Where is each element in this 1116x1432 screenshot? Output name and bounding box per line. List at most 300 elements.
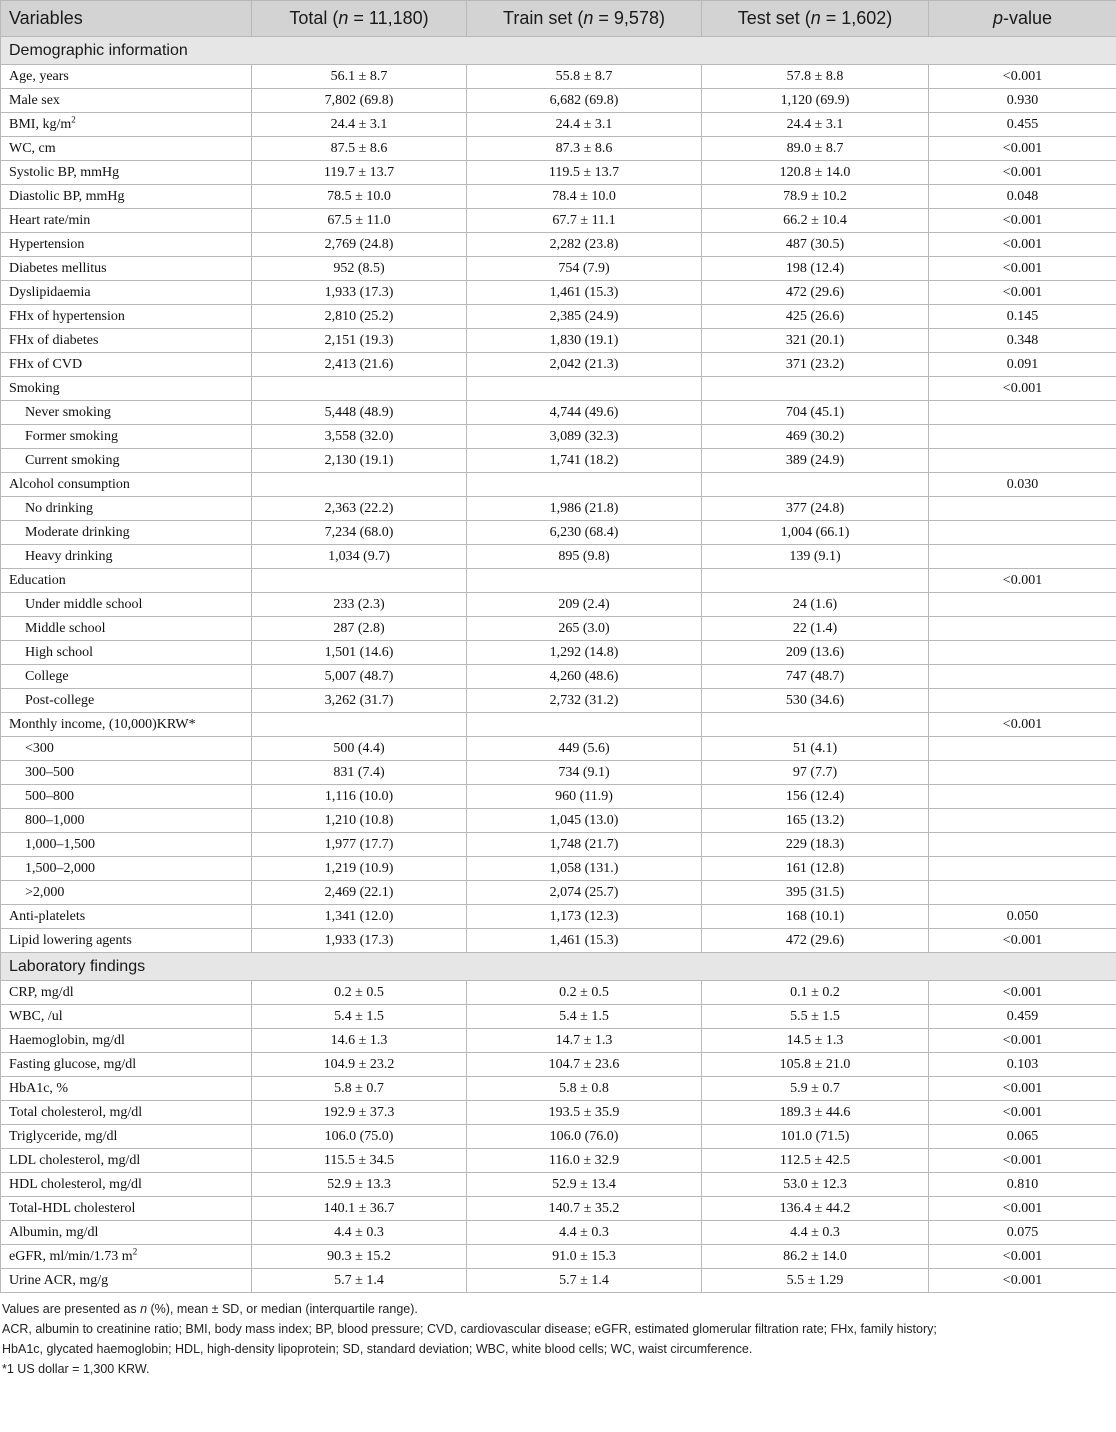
cell-test-set: 165 (13.2) (702, 809, 929, 833)
cell-total: 5.7 ± 1.4 (252, 1269, 467, 1293)
cell-p-value: <0.001 (929, 377, 1116, 401)
row-label (1, 785, 252, 809)
cell-p-value: <0.001 (929, 1245, 1116, 1269)
section-row-demographic-information (1, 37, 1116, 65)
row-label-text: 500–800 (25, 789, 74, 804)
cell-test-set: 472 (29.6) (702, 929, 929, 953)
cell-p-value: 0.075 (929, 1221, 1116, 1245)
row-label (1, 1053, 252, 1077)
row-label-text: Moderate drinking (25, 525, 130, 540)
row-label-text: WC, cm (9, 141, 56, 156)
table-row (1, 929, 1116, 953)
row-label (1, 1173, 252, 1197)
cell-total: 192.9 ± 37.3 (252, 1101, 467, 1125)
section-row-laboratory-findings (1, 953, 1116, 981)
cell-train-set: 6,230 (68.4) (467, 521, 702, 545)
cell-p-value: 0.459 (929, 1005, 1116, 1029)
header-text: Train set ( (503, 8, 584, 28)
cell-p-value: <0.001 (929, 281, 1116, 305)
cell-train-set: 3,089 (32.3) (467, 425, 702, 449)
footnote-text: *1 US dollar = 1,300 KRW. (2, 1362, 150, 1376)
cell-test-set: 78.9 ± 10.2 (702, 185, 929, 209)
cell-train-set: 52.9 ± 13.4 (467, 1173, 702, 1197)
cell-total (252, 713, 467, 737)
cell-total: 2,769 (24.8) (252, 233, 467, 257)
row-label-text: HDL cholesterol, mg/dl (9, 1177, 142, 1192)
row-label (1, 665, 252, 689)
cell-train-set (467, 473, 702, 497)
cell-test-set: 425 (26.6) (702, 305, 929, 329)
cell-total: 287 (2.8) (252, 617, 467, 641)
row-label (1, 737, 252, 761)
row-label-text: Monthly income, (10,000)KRW* (9, 717, 196, 732)
header-text: = 11,180) (348, 8, 429, 28)
cell-test-set: 101.0 (71.5) (702, 1125, 929, 1149)
header-text: Variables (9, 8, 83, 28)
row-label-text: Never smoking (25, 405, 111, 420)
cell-test-set: 395 (31.5) (702, 881, 929, 905)
cell-train-set: 106.0 (76.0) (467, 1125, 702, 1149)
footnote-text: n (140, 1302, 148, 1316)
table-row (1, 1269, 1116, 1293)
cell-total: 2,130 (19.1) (252, 449, 467, 473)
row-label (1, 1149, 252, 1173)
row-label (1, 857, 252, 881)
table-row (1, 737, 1116, 761)
cell-train-set: 1,461 (15.3) (467, 281, 702, 305)
cell-train-set: 1,986 (21.8) (467, 497, 702, 521)
row-label (1, 833, 252, 857)
cell-p-value: <0.001 (929, 257, 1116, 281)
cell-train-set: 1,461 (15.3) (467, 929, 702, 953)
header-text: n (810, 8, 821, 28)
cell-p-value: 0.030 (929, 473, 1116, 497)
cell-total (252, 377, 467, 401)
row-label (1, 353, 252, 377)
row-label-text: Total cholesterol, mg/dl (9, 1105, 143, 1120)
table-row (1, 1245, 1116, 1269)
cell-p-value (929, 809, 1116, 833)
cell-train-set: 193.5 ± 35.9 (467, 1101, 702, 1125)
cell-total: 2,413 (21.6) (252, 353, 467, 377)
footnote-line (2, 1359, 1114, 1379)
table-row (1, 257, 1116, 281)
cell-test-set: 747 (48.7) (702, 665, 929, 689)
table-row (1, 1053, 1116, 1077)
cell-total: 90.3 ± 15.2 (252, 1245, 467, 1269)
cell-total: 52.9 ± 13.3 (252, 1173, 467, 1197)
table-row (1, 1125, 1116, 1149)
table-row (1, 233, 1116, 257)
row-label (1, 89, 252, 113)
cell-total: 233 (2.3) (252, 593, 467, 617)
cell-test-set: 4.4 ± 0.3 (702, 1221, 929, 1245)
cell-test-set: 112.5 ± 42.5 (702, 1149, 929, 1173)
row-label-text: Fasting glucose, mg/dl (9, 1057, 137, 1072)
footnote-line (2, 1319, 1114, 1339)
row-label-text: eGFR, ml/min/1.73 m (9, 1249, 133, 1264)
cell-p-value (929, 401, 1116, 425)
table-row (1, 113, 1116, 137)
row-label-text: Age, years (9, 69, 69, 84)
row-label (1, 521, 252, 545)
cell-test-set: 189.3 ± 44.6 (702, 1101, 929, 1125)
row-label-text: 800–1,000 (25, 813, 85, 828)
header-p-value (929, 1, 1116, 37)
row-label-text: Albumin, mg/dl (9, 1225, 99, 1240)
cell-test-set: 472 (29.6) (702, 281, 929, 305)
row-label-text: Diabetes mellitus (9, 261, 107, 276)
row-label (1, 449, 252, 473)
row-label (1, 1101, 252, 1125)
superscript-2: 2 (71, 114, 76, 125)
cell-p-value: <0.001 (929, 1101, 1116, 1125)
cell-test-set: 136.4 ± 44.2 (702, 1197, 929, 1221)
row-label (1, 1269, 252, 1293)
cell-train-set: 960 (11.9) (467, 785, 702, 809)
footnote-line (2, 1299, 1114, 1319)
row-label (1, 233, 252, 257)
row-label-text: BMI, kg/m (9, 117, 72, 132)
cell-train-set: 1,173 (12.3) (467, 905, 702, 929)
cell-train-set: 2,282 (23.8) (467, 233, 702, 257)
header-text: n (583, 8, 594, 28)
row-label (1, 497, 252, 521)
row-label-text: Current smoking (25, 453, 120, 468)
row-label-text: >2,000 (25, 885, 65, 900)
header-row (1, 1, 1116, 37)
row-label-text: College (25, 669, 69, 684)
header-text: p (992, 8, 1003, 28)
cell-train-set: 87.3 ± 8.6 (467, 137, 702, 161)
cell-p-value: <0.001 (929, 1029, 1116, 1053)
cell-p-value: <0.001 (929, 1149, 1116, 1173)
table-row (1, 1005, 1116, 1029)
cell-p-value: <0.001 (929, 65, 1116, 89)
row-label (1, 617, 252, 641)
cell-test-set: 22 (1.4) (702, 617, 929, 641)
cell-train-set: 5.4 ± 1.5 (467, 1005, 702, 1029)
cell-test-set: 229 (18.3) (702, 833, 929, 857)
row-label (1, 425, 252, 449)
row-label (1, 113, 252, 137)
cell-total: 5,007 (48.7) (252, 665, 467, 689)
cell-train-set: 265 (3.0) (467, 617, 702, 641)
header-text: Test set ( (737, 8, 811, 28)
cell-total: 1,933 (17.3) (252, 929, 467, 953)
cell-test-set: 469 (30.2) (702, 425, 929, 449)
row-label-text: Dyslipidaemia (9, 285, 91, 300)
cell-total: 1,933 (17.3) (252, 281, 467, 305)
cell-total: 7,234 (68.0) (252, 521, 467, 545)
cell-train-set: 14.7 ± 1.3 (467, 1029, 702, 1053)
table-row (1, 905, 1116, 929)
cell-train-set: 24.4 ± 3.1 (467, 113, 702, 137)
cell-train-set: 2,732 (31.2) (467, 689, 702, 713)
cell-total: 1,034 (9.7) (252, 545, 467, 569)
row-label (1, 137, 252, 161)
cell-train-set: 104.7 ± 23.6 (467, 1053, 702, 1077)
row-label (1, 905, 252, 929)
table-row (1, 89, 1116, 113)
row-label-text: CRP, mg/dl (9, 985, 74, 1000)
row-label-text: Smoking (9, 381, 60, 396)
cell-test-set: 321 (20.1) (702, 329, 929, 353)
cell-p-value: 0.048 (929, 185, 1116, 209)
cell-p-value: <0.001 (929, 1077, 1116, 1101)
cell-test-set: 120.8 ± 14.0 (702, 161, 929, 185)
table-row (1, 185, 1116, 209)
cell-test-set: 161 (12.8) (702, 857, 929, 881)
row-label-text: Heavy drinking (25, 549, 113, 564)
cell-test-set: 97 (7.7) (702, 761, 929, 785)
table-row (1, 689, 1116, 713)
cell-total: 67.5 ± 11.0 (252, 209, 467, 233)
table-row (1, 209, 1116, 233)
cell-total: 106.0 (75.0) (252, 1125, 467, 1149)
cell-test-set: 198 (12.4) (702, 257, 929, 281)
row-label-text: High school (25, 645, 94, 660)
table-row (1, 353, 1116, 377)
cell-p-value: <0.001 (929, 929, 1116, 953)
table-row (1, 665, 1116, 689)
cell-total: 115.5 ± 34.5 (252, 1149, 467, 1173)
cell-test-set: 209 (13.6) (702, 641, 929, 665)
row-label (1, 641, 252, 665)
row-label-text: WBC, /ul (9, 1009, 63, 1024)
table-row (1, 1197, 1116, 1221)
cell-total: 1,977 (17.7) (252, 833, 467, 857)
table-row (1, 497, 1116, 521)
table-row (1, 329, 1116, 353)
cell-test-set: 487 (30.5) (702, 233, 929, 257)
row-label (1, 401, 252, 425)
table-row (1, 1149, 1116, 1173)
cell-total: 1,116 (10.0) (252, 785, 467, 809)
row-label (1, 761, 252, 785)
cell-test-set: 1,004 (66.1) (702, 521, 929, 545)
table-footnotes (0, 1293, 1116, 1379)
row-label (1, 257, 252, 281)
header-total (252, 1, 467, 37)
table-row (1, 137, 1116, 161)
cell-p-value: 0.050 (929, 905, 1116, 929)
row-label (1, 545, 252, 569)
row-label (1, 473, 252, 497)
header-test-set (702, 1, 929, 37)
table-row (1, 981, 1116, 1005)
row-label (1, 929, 252, 953)
row-label-text: Haemoglobin, mg/dl (9, 1033, 125, 1048)
cell-test-set: 86.2 ± 14.0 (702, 1245, 929, 1269)
cell-p-value: <0.001 (929, 1269, 1116, 1293)
cell-test-set: 14.5 ± 1.3 (702, 1029, 929, 1053)
row-label-text: FHx of hypertension (9, 309, 125, 324)
cell-total: 2,363 (22.2) (252, 497, 467, 521)
header-text: Total ( (289, 8, 339, 28)
row-label (1, 1221, 252, 1245)
row-label-text: Middle school (25, 621, 106, 636)
cell-total: 1,501 (14.6) (252, 641, 467, 665)
cell-test-set: 5.9 ± 0.7 (702, 1077, 929, 1101)
cell-p-value (929, 761, 1116, 785)
cell-train-set: 116.0 ± 32.9 (467, 1149, 702, 1173)
cell-train-set: 1,748 (21.7) (467, 833, 702, 857)
cell-test-set: 377 (24.8) (702, 497, 929, 521)
cell-test-set: 51 (4.1) (702, 737, 929, 761)
cell-train-set: 2,074 (25.7) (467, 881, 702, 905)
row-label (1, 1005, 252, 1029)
cell-p-value: 0.145 (929, 305, 1116, 329)
cell-test-set: 24 (1.6) (702, 593, 929, 617)
cell-p-value (929, 689, 1116, 713)
cell-total: 500 (4.4) (252, 737, 467, 761)
cell-train-set: 209 (2.4) (467, 593, 702, 617)
row-label-text: Systolic BP, mmHg (9, 165, 120, 180)
row-label (1, 65, 252, 89)
cell-total: 2,810 (25.2) (252, 305, 467, 329)
row-label-text: Under middle school (25, 597, 143, 612)
cell-test-set: 704 (45.1) (702, 401, 929, 425)
cell-test-set: 371 (23.2) (702, 353, 929, 377)
row-label (1, 329, 252, 353)
row-label (1, 689, 252, 713)
cell-train-set: 119.5 ± 13.7 (467, 161, 702, 185)
cell-train-set: 78.4 ± 10.0 (467, 185, 702, 209)
cell-p-value (929, 617, 1116, 641)
cell-test-set: 53.0 ± 12.3 (702, 1173, 929, 1197)
table-header (1, 1, 1116, 37)
row-label-text: LDL cholesterol, mg/dl (9, 1153, 141, 1168)
footnote-text: HbA1c, glycated haemoglobin; HDL, high-density lipoprotein; SD, standard deviation; WBC, white blood cells; WC, waist circumference. (2, 1342, 753, 1356)
cell-total: 14.6 ± 1.3 (252, 1029, 467, 1053)
cell-total: 4.4 ± 0.3 (252, 1221, 467, 1245)
cell-p-value (929, 593, 1116, 617)
cell-test-set: 5.5 ± 1.29 (702, 1269, 929, 1293)
cell-test-set (702, 713, 929, 737)
row-label-text: Former smoking (25, 429, 118, 444)
table-row (1, 449, 1116, 473)
cell-total: 7,802 (69.8) (252, 89, 467, 113)
cell-test-set: 389 (24.9) (702, 449, 929, 473)
cell-total: 0.2 ± 0.5 (252, 981, 467, 1005)
table-row (1, 1029, 1116, 1053)
table-row (1, 809, 1116, 833)
cell-p-value: <0.001 (929, 137, 1116, 161)
cell-test-set: 5.5 ± 1.5 (702, 1005, 929, 1029)
cell-total: 3,558 (32.0) (252, 425, 467, 449)
cell-total: 5.4 ± 1.5 (252, 1005, 467, 1029)
table-row (1, 1077, 1116, 1101)
header-text: -value (1002, 8, 1053, 28)
table-row (1, 161, 1116, 185)
table-row (1, 521, 1116, 545)
cell-test-set: 530 (34.6) (702, 689, 929, 713)
row-label-text: Hypertension (9, 237, 85, 252)
cell-test-set: 57.8 ± 8.8 (702, 65, 929, 89)
table-row (1, 569, 1116, 593)
cell-train-set: 754 (7.9) (467, 257, 702, 281)
table-row (1, 785, 1116, 809)
cell-p-value (929, 641, 1116, 665)
row-label (1, 981, 252, 1005)
cell-train-set: 1,830 (19.1) (467, 329, 702, 353)
footnote-line (2, 1339, 1114, 1359)
cell-test-set: 168 (10.1) (702, 905, 929, 929)
cell-p-value: <0.001 (929, 161, 1116, 185)
footnote-text: ACR, albumin to creatinine ratio; BMI, body mass index; BP, blood pressure; CVD, cardiovascular disease; eGFR, estimated glomerular filtration rate; FHx, family history; (2, 1322, 937, 1336)
header-variables (1, 1, 252, 37)
cell-total: 831 (7.4) (252, 761, 467, 785)
cell-train-set: 4,744 (49.6) (467, 401, 702, 425)
cell-total: 952 (8.5) (252, 257, 467, 281)
table-row (1, 641, 1116, 665)
cell-total: 1,210 (10.8) (252, 809, 467, 833)
row-label (1, 1245, 252, 1269)
cell-train-set: 6,682 (69.8) (467, 89, 702, 113)
row-label-text: Education (9, 573, 66, 588)
cell-p-value: 0.091 (929, 353, 1116, 377)
table-row (1, 761, 1116, 785)
cell-p-value (929, 881, 1116, 905)
row-label-text: HbA1c, % (9, 1081, 69, 1096)
cell-total: 78.5 ± 10.0 (252, 185, 467, 209)
cell-train-set: 1,292 (14.8) (467, 641, 702, 665)
cell-train-set: 2,042 (21.3) (467, 353, 702, 377)
cell-train-set: 1,045 (13.0) (467, 809, 702, 833)
cell-p-value (929, 497, 1116, 521)
table-row (1, 857, 1116, 881)
row-label-text: 1,500–2,000 (25, 861, 95, 876)
footnote-text: (%), mean ± SD, or median (interquartile range). (147, 1302, 418, 1316)
row-label-text: FHx of diabetes (9, 333, 99, 348)
cell-test-set: 0.1 ± 0.2 (702, 981, 929, 1005)
cell-p-value (929, 545, 1116, 569)
cell-total: 24.4 ± 3.1 (252, 113, 467, 137)
cell-train-set: 91.0 ± 15.3 (467, 1245, 702, 1269)
cell-train-set: 1,741 (18.2) (467, 449, 702, 473)
cell-p-value: <0.001 (929, 233, 1116, 257)
cell-test-set: 66.2 ± 10.4 (702, 209, 929, 233)
cell-total: 2,151 (19.3) (252, 329, 467, 353)
cell-p-value (929, 785, 1116, 809)
table-row (1, 881, 1116, 905)
cell-test-set (702, 473, 929, 497)
cell-train-set: 2,385 (24.9) (467, 305, 702, 329)
row-label-text: 1,000–1,500 (25, 837, 95, 852)
cell-train-set: 895 (9.8) (467, 545, 702, 569)
cell-p-value (929, 521, 1116, 545)
cell-p-value (929, 833, 1116, 857)
table-row (1, 1173, 1116, 1197)
row-label (1, 1029, 252, 1053)
row-label (1, 593, 252, 617)
table-row (1, 281, 1116, 305)
table-row (1, 473, 1116, 497)
row-label-text: FHx of CVD (9, 357, 83, 372)
cell-test-set: 24.4 ± 3.1 (702, 113, 929, 137)
cell-p-value: <0.001 (929, 713, 1116, 737)
cell-p-value: 0.103 (929, 1053, 1116, 1077)
table-row (1, 425, 1116, 449)
row-label-text: Urine ACR, mg/g (9, 1273, 109, 1288)
cell-total: 5.8 ± 0.7 (252, 1077, 467, 1101)
cell-total: 1,219 (10.9) (252, 857, 467, 881)
row-label (1, 185, 252, 209)
row-label (1, 1077, 252, 1101)
table-row (1, 833, 1116, 857)
row-label-text: Lipid lowering agents (9, 933, 132, 948)
